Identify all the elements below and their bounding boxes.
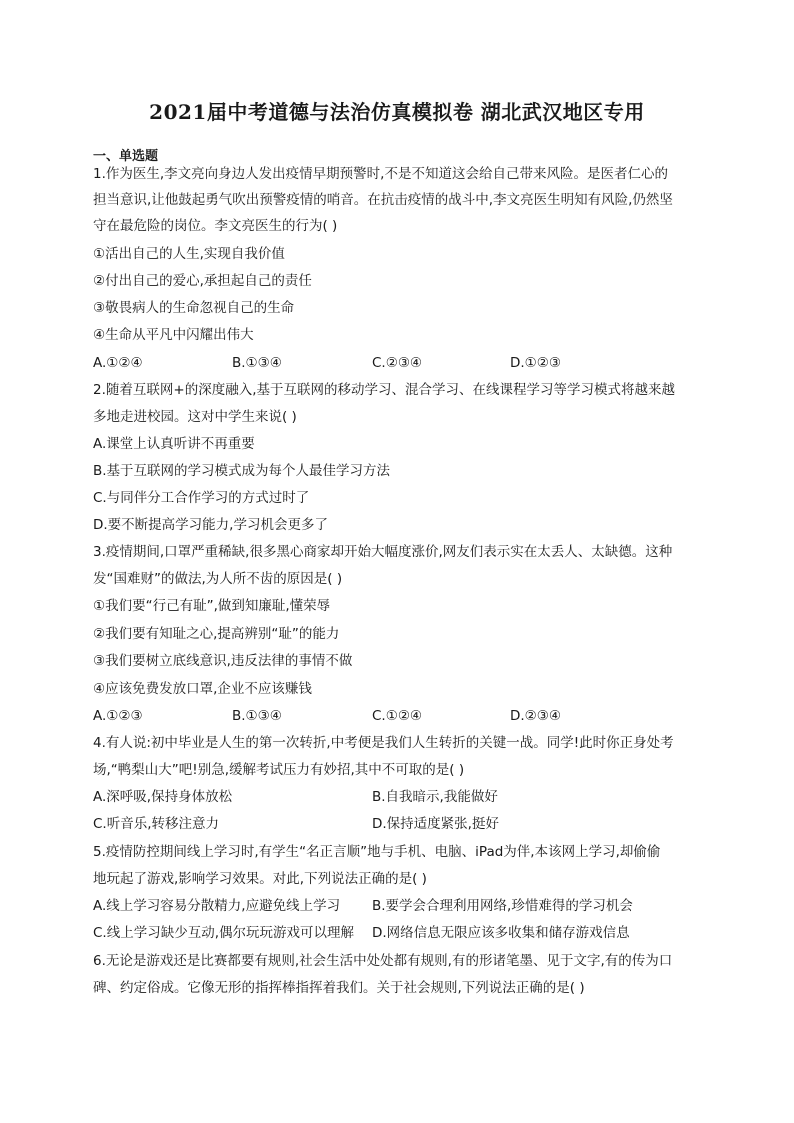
question-1-option-c: C.②③④ — [372, 355, 423, 371]
question-3-option-d: D.②③④ — [510, 708, 561, 724]
question-3-item-4: ④应该免费发放口罩,企业不应该赚钱 — [93, 681, 312, 697]
question-1-stem-line-2: 担当意识,让他鼓起勇气吹出预警疫情的哨音。在抗击疫情的战斗中,李文亮医生明知有风险,仍然坚 — [93, 192, 673, 208]
question-5-option-a: A.线上学习容易分散精力,应避免线上学习 — [93, 898, 341, 914]
question-6-stem-line-1: 6.无论是游戏还是比赛都要有规则,社会生活中处处都有规则,有的形诸笔墨、见于文字,有的传为口 — [93, 953, 673, 969]
question-1-item-3: ③敬畏病人的生命忽视自己的生命 — [93, 300, 295, 316]
question-2-option-d: D.要不断提高学习能力,学习机会更多了 — [93, 517, 328, 533]
question-3-option-c: C.①②④ — [372, 708, 423, 724]
question-4-stem-line-1: 4.有人说:初中毕业是人生的第一次转折,中考便是我们人生转折的关键一战。同学!此时你正身处考 — [93, 735, 674, 751]
question-1-option-a: A.①②④ — [93, 355, 143, 371]
question-1-item-2: ②付出自己的爱心,承担起自己的责任 — [93, 273, 312, 289]
question-2-option-a: A.课堂上认真听讲不再重要 — [93, 436, 255, 452]
question-4-option-b: B.自我暗示,我能做好 — [372, 789, 498, 805]
question-5-stem-line-1: 5.疫情防控期间线上学习时,有学生“名正言顺”地与手机、电脑、iPad为伴,本该网上学习,却偷偷 — [93, 844, 661, 860]
question-5-stem-line-2: 地玩起了游戏,影响学习效果。对此,下列说法正确的是( ) — [93, 871, 427, 887]
question-2-stem-line-2: 多地走进校园。这对中学生来说( ) — [93, 409, 297, 425]
question-2-option-b: B.基于互联网的学习模式成为每个人最佳学习方法 — [93, 463, 391, 479]
question-5-option-b: B.要学会合理利用网络,珍惜难得的学习机会 — [372, 898, 633, 914]
question-1-item-4: ④生命从平凡中闪耀出伟大 — [93, 327, 254, 343]
question-2-option-c: C.与同伴分工合作学习的方式过时了 — [93, 490, 310, 506]
question-1-stem-line-3: 守在最危险的岗位。李文亮医生的行为( ) — [93, 218, 338, 234]
question-4-option-a: A.深呼吸,保持身体放松 — [93, 789, 233, 805]
question-3-stem-line-1: 3.疫情期间,口罩严重稀缺,很多黑心商家却开始大幅度涨价,网友们表示实在太丢人、太缺德。这种 — [93, 544, 673, 560]
question-6-stem-line-2: 碑、约定俗成。它像无形的指挥棒指挥着我们。关于社会规则,下列说法正确的是( ) — [93, 980, 585, 996]
question-4-option-d: D.保持适度紧张,挺好 — [372, 816, 499, 832]
question-1-item-1: ①活出自己的人生,实现自我价值 — [93, 246, 285, 262]
question-3-option-b: B.①③④ — [232, 708, 282, 724]
question-1-stem-line-1: 1.作为医生,李文亮向身边人发出疫情早期预警时,不是不知道这会给自己带来风险。是医者仁心的 — [93, 166, 668, 182]
question-3-item-1: ①我们要“行己有耻”,做到知廉耻,懂荣辱 — [93, 598, 331, 614]
question-1-option-b: B.①③④ — [232, 355, 282, 371]
question-1-option-d: D.①②③ — [510, 355, 561, 371]
page-title: 2021届中考道德与法治仿真模拟卷 湖北武汉地区专用 — [149, 100, 645, 124]
question-5-option-d: D.网络信息无限应该多收集和储存游戏信息 — [372, 925, 630, 941]
question-3-item-3: ③我们要树立底线意识,违反法律的事情不做 — [93, 653, 353, 669]
question-2-stem-line-1: 2.随着互联网+的深度融入,基于互联网的移动学习、混合学习、在线课程学习等学习模式将越来越 — [93, 382, 675, 398]
question-3-option-a: A.①②③ — [93, 708, 143, 724]
question-3-stem-line-2: 发“国难财”的做法,为人所不齿的原因是( ) — [93, 571, 343, 587]
question-4-stem-line-2: 场,“鸭梨山大”吧!别急,缓解考试压力有妙招,其中不可取的是( ) — [93, 762, 465, 778]
question-3-item-2: ②我们要有知耻之心,提高辨别“耻”的能力 — [93, 626, 340, 642]
section-heading: 一、单选题 — [93, 149, 159, 164]
question-4-option-c: C.听音乐,转移注意力 — [93, 816, 220, 832]
question-5-option-c: C.线上学习缺少互动,偶尔玩玩游戏可以理解 — [93, 925, 355, 941]
